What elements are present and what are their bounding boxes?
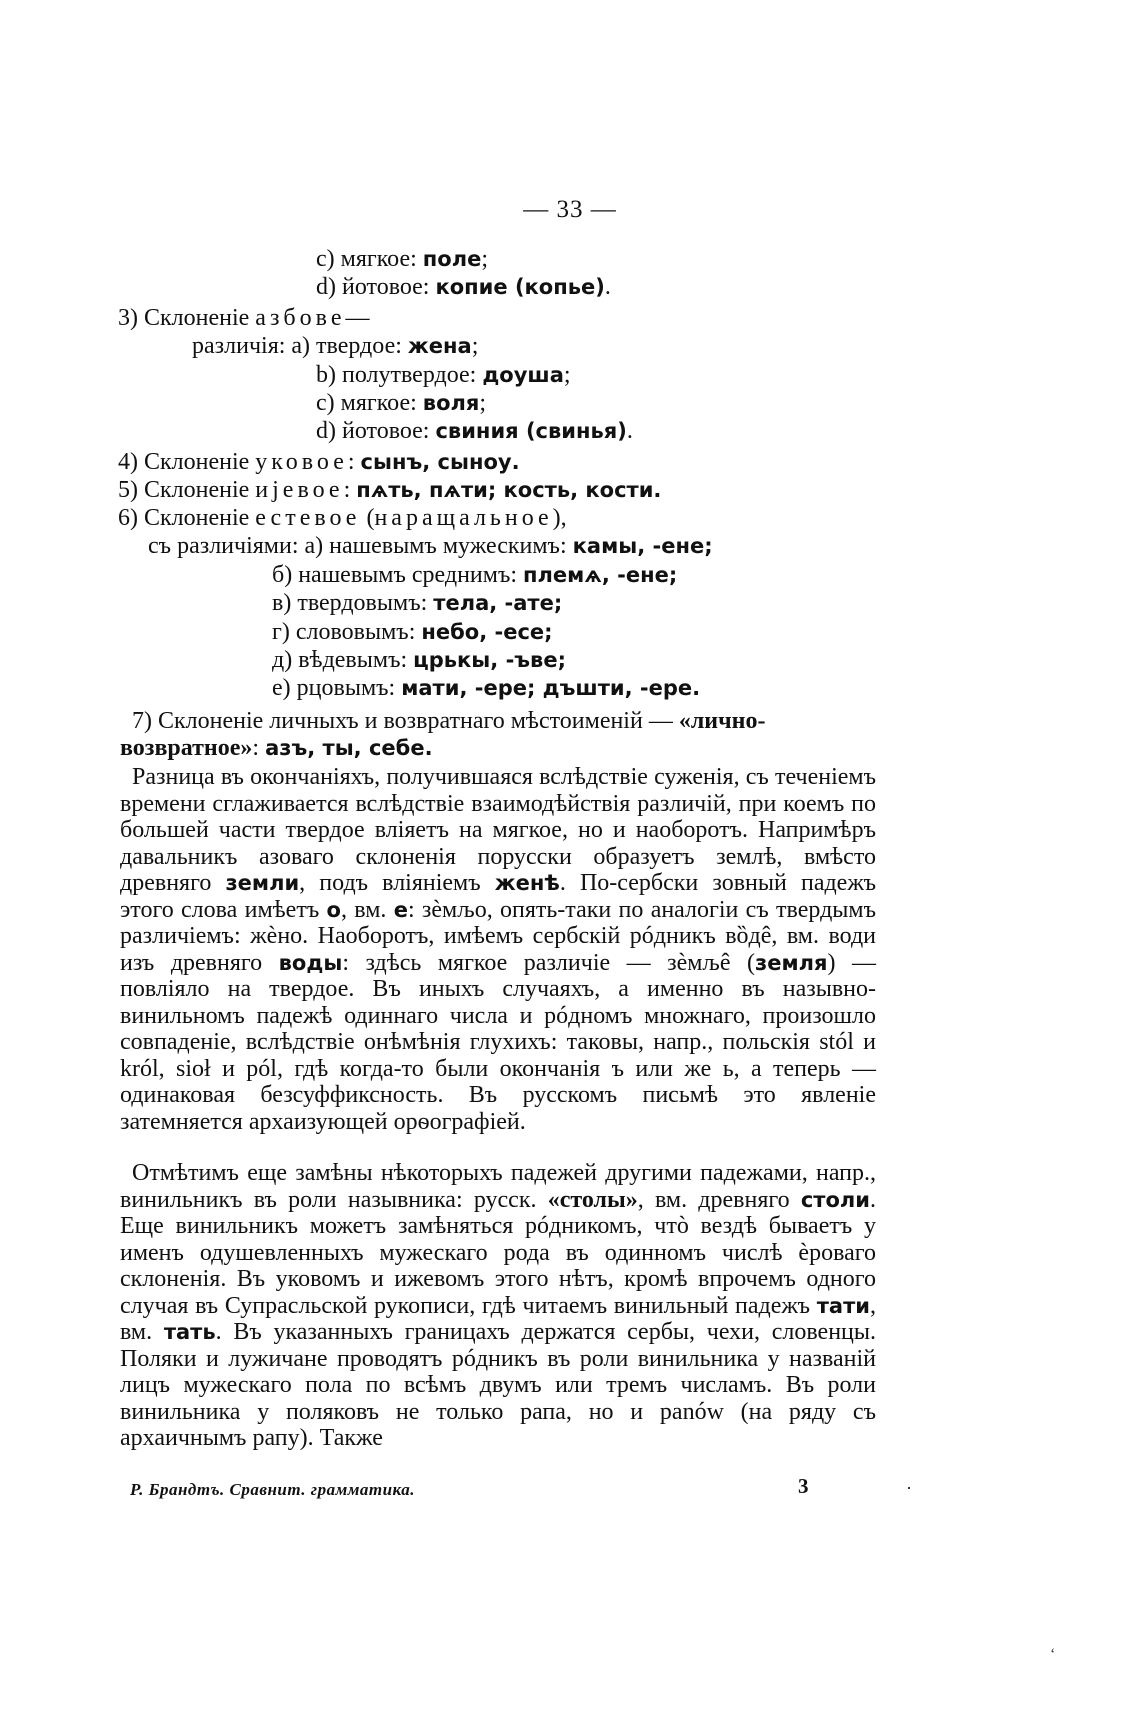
footer-sheet-number: 3 [798,1474,809,1498]
paragraph-second: Отмѣтимъ еще замѣны нѣкоторыхъ падежей другими падежами, напр., винильникъ въ роли назывника: русск. «столы», вм. древняго столи. Еще винильникъ можетъ замѣняться рóдникомъ, чтò вездѣ бываетъ у именъ одушевленныхъ мужескаго рода въ одинномъ числѣ ѐроваго склоненія. Въ уковомъ и ижевомъ этого нѣтъ, кромѣ впрочемъ одного случая въ Супрасльской рукописи, гдѣ читаемъ винильный падежъ тати, вм. тать. Въ указанныхъ границахъ держатся сербы, чехи, словенцы. Поляки и лужичане проводятъ рóдникъ въ роли винильника у названій лицъ мужескаго пола по всѣмъ двумъ или тремъ числамъ. Въ роли винильника у поляковъ не только рапа, но и panów (на ряду съ архаичнымъ рапу). Также [120,1160,877,1451]
list-item-6: 6) Склоненіе естевое (наращальное), [118,505,567,531]
paragraph-main: Разница въ окончаніяхъ, получившаяся вслѣдствіе суженія, съ теченіемъ времени сглаживается вслѣдствіе взаимодѣйствія различій, при коемъ по большей части твердое вліяетъ на мягкое, но и наоборотъ. Напримѣръ давальникъ азоваго склоненія порусски образуетъ землѣ, вмѣсто древняго земли, подъ вліяніемъ женѣ. По-сербски зовный падежъ этого слова имѣетъ о, вм. е: зѐмљо, опять-таки по аналогіи съ твердымъ различіемъ: жѐно. Наоборотъ, имѣемъ сербскій рóдникъ вȍдê, вм. води изъ древняго воды: здѣсь мягкое различіе — зѐмљê (земля) — повліяло на твердое. Въ иныхъ случаяхъ, а именно въ назывно-винильномъ падежѣ одиннаго числа и рóдномъ множнаго, произошло совпаденіе, вслѣдствіе онѣмѣнія глухихъ: таковы, напр., польскія stól и król, sioł и pól, гдѣ когда-то были окончанія ъ или же ь, а теперь — одинаковая безсуффиксность. Въ русскомъ письмѣ это явленіе затемняется архаизующей орѳографіей. [120,764,877,1135]
scan-mark: ʻ [1050,1646,1056,1663]
list-item-3-a: различія: a) твердое: жена; [192,333,479,359]
list-item-3-b: b) полутвердое: доуша; [316,362,571,388]
list-item-4: 4) Склоненіе уковое: сынъ, сыноу. [118,449,520,475]
list-item-6-b: б) нашевымъ среднимъ: племѧ, -ене; [272,562,678,588]
list-item-3-d: d) йотовое: свиния (свинья). [316,418,633,444]
list-item-7: 7) Склоненіе личныхъ и возвратнаго мѣстоименій — «лично- возвратное»: азъ, ты, себе. [120,708,766,761]
list-item-6-d: д) вѣдевымъ: црькы, -ъве; [272,647,566,673]
list-item-6-v: в) твердовымъ: тела, -ате; [272,590,563,616]
list-item-6-e: е) рцовымъ: мати, -ере; дъшти, -ере. [272,675,701,701]
footer-signature: Р. Брандтъ. Сравнит. грамматика. [130,1480,415,1499]
list-item-3: 3) Склоненіе азбове— [118,305,370,331]
list-item-6-a: съ различіями: а) нашевымъ мужескимъ: камы, -ене; [148,533,713,559]
speck-mark: · [906,1478,912,1498]
list-item-5: 5) Склоненіе иjевое: пѧть, пѧти; кость, кости. [118,477,662,503]
list-item-6-g: г) слововымъ: небо, -есе; [272,619,553,645]
page-number: — 33 — [523,196,617,223]
list-line-c-soft: c) мягкое: поле; [316,246,489,272]
list-line-d-iot: d) йотовое: копие (копье). [316,274,611,300]
list-item-3-c: c) мягкое: воля; [316,390,487,416]
